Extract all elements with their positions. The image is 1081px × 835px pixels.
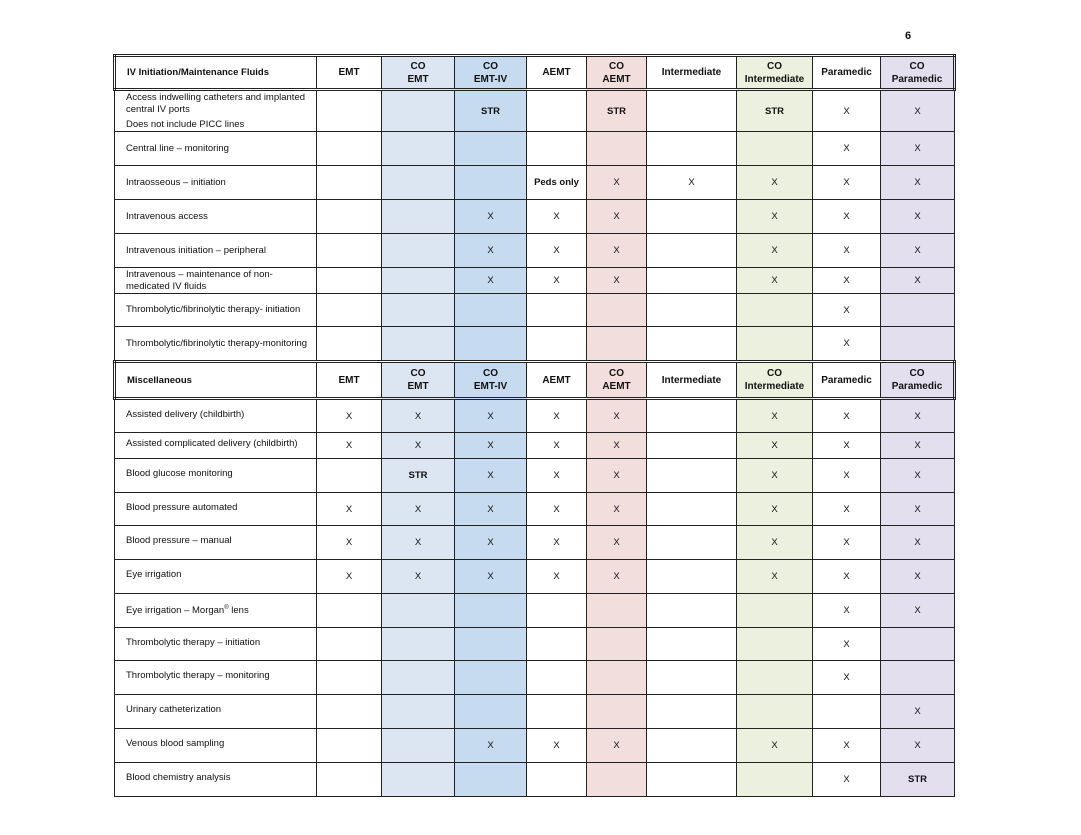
column-header-co-paramedic [881,56,955,90]
cell-co-paramedic [881,294,955,327]
cell-co-aemt: X [587,459,647,493]
cell-co-intermediate: X [737,560,813,594]
column-header-line: Paramedic [891,381,943,392]
section-title: IV Initiation/Maintenance Fluids [115,56,317,90]
column-header-co-emt-iv [455,362,527,399]
cell-co-emt [382,327,455,361]
cell-intermediate [647,399,737,433]
cell-intermediate [647,661,737,695]
cell-co-intermediate: X [737,729,813,763]
cell-co-paramedic: X [881,166,955,200]
cell-aemt: X [527,433,587,459]
cell-paramedic: X [813,234,881,268]
cell-co-emt [382,268,455,294]
procedure-label: Intraosseous – initiation [126,176,226,188]
procedure-label: Thrombolytic/fibrinolytic therapy- initiation [126,304,301,315]
page-number: 6 [905,30,912,42]
table-row [115,493,955,526]
procedure-label: Thrombolytic therapy – monitoring [126,670,270,681]
iv-fluids-table [113,54,956,361]
cell-aemt [527,594,587,628]
cell-co-aemt [587,327,647,361]
cell-aemt: X [527,560,587,594]
cell-aemt [527,695,587,729]
column-header-line: Intermediate [744,73,805,85]
cell-co-aemt: STR [587,90,647,132]
cell-co-intermediate [737,294,813,327]
column-header-aemt [527,56,587,90]
column-header-co-aemt [587,362,647,399]
cell-emt [317,695,382,729]
procedure-name [115,268,317,294]
cell-emt: X [317,399,382,433]
procedure-label: Eye irrigation – Morgan® lens [126,604,249,616]
cell-co-emt-iv: X [455,560,527,594]
table-row [115,594,955,628]
cell-emt [317,234,382,268]
cell-co-intermediate [737,327,813,361]
cell-co-emt-iv: X [455,493,527,526]
procedure-name [115,560,317,594]
cell-co-emt: X [382,493,455,526]
procedure-name [115,729,317,763]
column-header-line: CO [909,60,925,72]
cell-aemt [527,763,587,797]
cell-intermediate [647,594,737,628]
cell-emt [317,166,382,200]
cell-aemt [527,327,587,361]
cell-aemt: X [527,268,587,294]
table-row [115,433,955,459]
column-header-aemt [527,362,587,399]
cell-co-aemt [587,594,647,628]
column-header-co-emt-iv [455,56,527,90]
cell-co-aemt: X [587,729,647,763]
cell-co-aemt [587,763,647,797]
cell-intermediate [647,234,737,268]
column-header-line: CO [767,60,782,72]
cell-co-aemt: X [587,399,647,433]
cell-co-paramedic: X [881,433,955,459]
cell-co-paramedic: X [881,493,955,526]
section-header-row [115,56,955,90]
cell-aemt: X [527,399,587,433]
column-header-intermediate [647,56,737,90]
cell-co-aemt: X [587,526,647,560]
column-header-intermediate [647,362,737,399]
cell-co-aemt: X [587,433,647,459]
table-row [115,526,955,560]
column-header-line: CO [909,368,925,379]
cell-co-aemt [587,132,647,166]
cell-emt [317,294,382,327]
cell-aemt: X [527,493,587,526]
cell-aemt [527,661,587,695]
cell-co-emt-iv [455,132,527,166]
table-row [115,661,955,695]
cell-paramedic: X [813,433,881,459]
column-header-line: AEMT [542,67,571,78]
table-row [115,459,955,493]
cell-intermediate [647,433,737,459]
cell-co-emt-iv: X [455,459,527,493]
cell-intermediate [647,493,737,526]
cell-co-aemt: X [587,200,647,234]
procedure-label: Thrombolytic/fibrinolytic therapy-monitoring [126,337,308,349]
cell-paramedic: X [813,90,881,132]
cell-co-intermediate: X [737,493,813,526]
cell-co-emt-iv: X [455,234,527,268]
procedure-label: Assisted complicated delivery (childbirth) [126,438,298,449]
cell-co-intermediate [737,594,813,628]
column-header-emt [317,362,382,399]
column-header-line: Paramedic [821,374,872,386]
cell-co-intermediate [737,628,813,661]
cell-co-paramedic: X [881,459,955,493]
procedure-name [115,200,317,234]
cell-co-emt [382,729,455,763]
cell-paramedic: X [813,459,881,493]
column-header-line: CO [483,368,498,379]
cell-co-paramedic: X [881,594,955,628]
cell-co-emt: X [382,433,455,459]
cell-paramedic: X [813,594,881,628]
cell-aemt: X [527,234,587,268]
cell-co-intermediate [737,695,813,729]
cell-co-emt-iv [455,594,527,628]
cell-co-aemt [587,294,647,327]
cell-emt [317,661,382,695]
cell-intermediate [647,695,737,729]
cell-paramedic: X [813,327,881,361]
cell-intermediate [647,268,737,294]
cell-co-intermediate: X [737,459,813,493]
cell-paramedic: X [813,729,881,763]
procedure-label: Urinary catheterization [126,704,222,715]
column-header-line: AEMT [602,73,631,85]
table-row [115,90,955,132]
column-header-line: CO [767,368,782,379]
table-row [115,132,955,166]
column-header-paramedic [813,362,881,399]
table-row [115,729,955,763]
cell-aemt: X [527,200,587,234]
column-header-line: EMT [338,67,360,78]
cell-co-emt-iv [455,695,527,729]
cell-paramedic: X [813,166,881,200]
procedure-label: Blood chemistry analysis [126,772,231,783]
cell-co-emt-iv: X [455,399,527,433]
column-header-line: EMT-IV [473,73,508,85]
cell-aemt: Peds only [527,166,587,200]
cell-co-emt-iv [455,628,527,661]
cell-co-intermediate [737,132,813,166]
procedure-name [115,234,317,268]
column-header-co-emt [382,362,455,399]
cell-co-emt: X [382,399,455,433]
procedure-name [115,763,317,797]
cell-co-emt [382,90,455,132]
cell-co-paramedic: X [881,268,955,294]
cell-co-paramedic: STR [881,763,955,797]
procedure-label: Blood pressure automated [126,501,238,513]
cell-emt [317,90,382,132]
cell-paramedic: X [813,763,881,797]
column-header-co-paramedic [881,362,955,399]
cell-paramedic: X [813,560,881,594]
cell-aemt: X [527,526,587,560]
procedure-label: Access indwelling catheters and implanted central IV ports [126,91,306,115]
table-row [115,628,955,661]
table-row [115,399,955,433]
cell-co-intermediate: X [737,399,813,433]
column-header-co-aemt [587,56,647,90]
table-row [115,560,955,594]
cell-intermediate [647,763,737,797]
cell-co-emt [382,661,455,695]
cell-intermediate [647,560,737,594]
cell-co-aemt [587,628,647,661]
column-header-line: EMT [407,73,429,85]
cell-co-emt [382,234,455,268]
cell-intermediate [647,459,737,493]
cell-co-paramedic [881,327,955,361]
column-header-co-emt [382,56,455,90]
cell-paramedic: X [813,268,881,294]
procedure-name [115,493,317,526]
cell-co-paramedic [881,628,955,661]
cell-paramedic [813,695,881,729]
cell-aemt [527,294,587,327]
column-header-line: AEMT [602,381,631,392]
cell-paramedic: X [813,200,881,234]
column-header-co-intermediate [737,56,813,90]
cell-co-paramedic: X [881,729,955,763]
table-row [115,763,955,797]
cell-co-intermediate: X [737,268,813,294]
column-header-line: EMT [407,381,429,392]
cell-co-emt-iv: X [455,729,527,763]
cell-co-paramedic: X [881,399,955,433]
column-header-line: EMT-IV [473,381,508,392]
cell-co-intermediate: STR [737,90,813,132]
cell-co-emt-iv [455,294,527,327]
procedure-name [115,399,317,433]
cell-paramedic: X [813,628,881,661]
cell-co-emt-iv [455,327,527,361]
procedure-name [115,628,317,661]
cell-co-intermediate [737,763,813,797]
column-header-line: Paramedic [821,67,872,78]
cell-co-emt-iv [455,166,527,200]
cell-emt: X [317,526,382,560]
cell-co-emt-iv [455,661,527,695]
cell-paramedic: X [813,399,881,433]
cell-co-intermediate: X [737,200,813,234]
procedure-name [115,166,317,200]
cell-intermediate [647,729,737,763]
column-header-line: CO [609,60,624,72]
procedure-name [115,294,317,327]
cell-emt [317,628,382,661]
cell-co-intermediate: X [737,433,813,459]
cell-emt [317,327,382,361]
cell-co-paramedic: X [881,526,955,560]
cell-emt [317,729,382,763]
cell-co-aemt: X [587,493,647,526]
cell-co-emt-iv [455,763,527,797]
section-title: Miscellaneous [115,362,317,399]
procedure-name [115,459,317,493]
cell-emt [317,459,382,493]
cell-co-emt [382,132,455,166]
cell-emt: X [317,560,382,594]
cell-aemt [527,132,587,166]
cell-emt: X [317,493,382,526]
table-row [115,166,955,200]
procedure-name [115,695,317,729]
cell-co-paramedic: X [881,234,955,268]
cell-intermediate [647,200,737,234]
cell-intermediate [647,628,737,661]
cell-emt [317,268,382,294]
table-row [115,695,955,729]
cell-paramedic: X [813,294,881,327]
cell-paramedic: X [813,526,881,560]
cell-intermediate: X [647,166,737,200]
procedure-note: Does not include PICC lines [126,118,245,130]
cell-paramedic: X [813,493,881,526]
cell-aemt: X [527,729,587,763]
cell-co-paramedic: X [881,132,955,166]
cell-co-emt [382,294,455,327]
cell-co-intermediate [737,661,813,695]
cell-co-intermediate: X [737,166,813,200]
cell-co-intermediate: X [737,526,813,560]
procedure-label: Eye irrigation [126,569,182,580]
cell-emt: X [317,433,382,459]
procedure-label: Thrombolytic therapy – initiation [126,636,261,648]
cell-co-paramedic: X [881,200,955,234]
procedure-label: Blood glucose monitoring [126,468,233,479]
column-header-emt [317,56,382,90]
cell-co-intermediate: X [737,234,813,268]
cell-emt [317,200,382,234]
cell-co-aemt: X [587,560,647,594]
cell-co-paramedic: X [881,560,955,594]
cell-co-paramedic: X [881,90,955,132]
cell-co-emt-iv: X [455,433,527,459]
column-header-line: CO [483,60,498,72]
column-header-line: CO [410,368,426,379]
cell-intermediate [647,294,737,327]
procedure-label: Assisted delivery (childbirth) [126,408,245,420]
cell-intermediate [647,132,737,166]
cell-co-emt-iv: X [455,526,527,560]
cell-co-emt-iv: X [455,268,527,294]
cell-emt [317,763,382,797]
column-header-line: CO [609,368,624,379]
section-header-row [115,362,955,399]
column-header-line: Paramedic [891,73,943,85]
cell-co-aemt [587,661,647,695]
column-header-line: AEMT [542,374,571,386]
cell-intermediate [647,526,737,560]
cell-co-emt: STR [382,459,455,493]
cell-co-aemt [587,695,647,729]
procedure-name [115,327,317,361]
cell-co-emt [382,166,455,200]
procedure-name [115,661,317,695]
cell-aemt: X [527,459,587,493]
cell-co-emt: X [382,560,455,594]
cell-aemt [527,90,587,132]
cell-paramedic: X [813,661,881,695]
procedure-label: Blood pressure – manual [126,535,232,546]
column-header-line: Intermediate [661,374,722,386]
column-header-line: EMT [338,374,360,386]
cell-intermediate [647,90,737,132]
cell-co-aemt: X [587,166,647,200]
cell-paramedic: X [813,132,881,166]
cell-emt [317,132,382,166]
cell-co-paramedic [881,661,955,695]
cell-co-paramedic: X [881,695,955,729]
procedure-name [115,594,317,628]
procedure-name [115,132,317,166]
column-header-line: CO [410,60,426,72]
cell-co-emt [382,594,455,628]
cell-co-emt-iv: X [455,200,527,234]
procedure-label: Venous blood sampling [126,738,225,749]
cell-co-aemt: X [587,268,647,294]
column-header-line: Intermediate [661,67,722,78]
cell-co-emt: X [382,526,455,560]
cell-co-aemt: X [587,234,647,268]
table-row [115,294,955,327]
procedure-label: Central line – monitoring [126,142,229,154]
cell-co-emt-iv: STR [455,90,527,132]
procedure-label: Intravenous initiation – peripheral [126,244,266,256]
procedure-name [115,433,317,459]
table-row [115,327,955,361]
cell-co-emt [382,200,455,234]
procedure-name [115,90,317,132]
procedure-label: Intravenous – maintenance of non-medicated IV fluids [126,268,273,292]
cell-co-emt [382,628,455,661]
table-row [115,234,955,268]
cell-co-emt [382,763,455,797]
column-header-paramedic [813,56,881,90]
column-header-line: Intermediate [744,381,805,392]
column-header-co-intermediate [737,362,813,399]
cell-co-emt [382,695,455,729]
cell-intermediate [647,327,737,361]
table-row [115,200,955,234]
cell-aemt [527,628,587,661]
miscellaneous-table [113,360,956,797]
procedure-label: Intravenous access [126,210,208,222]
cell-emt [317,594,382,628]
table-row [115,268,955,294]
procedure-name [115,526,317,560]
